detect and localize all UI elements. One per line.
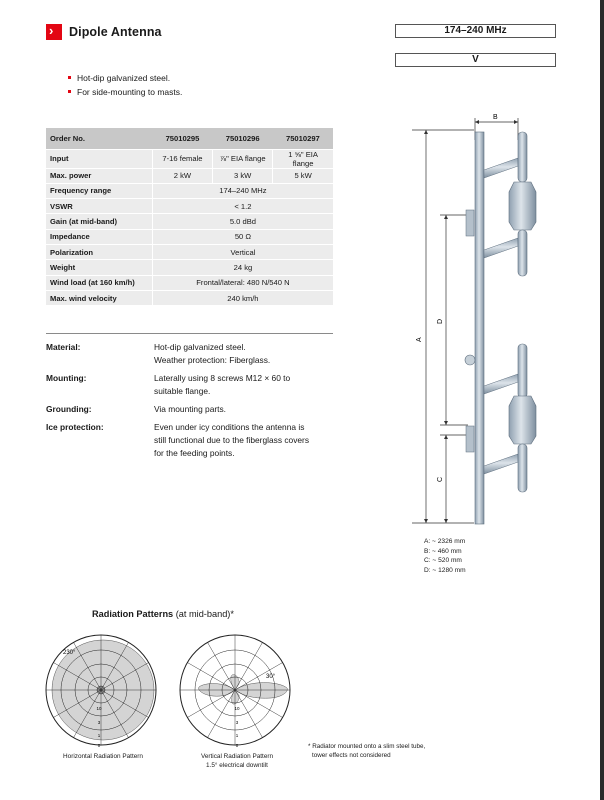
dim-label-a: A bbox=[416, 337, 423, 342]
vertical-caption-line: 1.5° electrical downtilt bbox=[206, 762, 268, 769]
property-line: still functional due to the fiberglass covers bbox=[154, 435, 310, 445]
row-label: Max. wind velocity bbox=[46, 290, 152, 305]
h-scale-10: 10 bbox=[96, 706, 102, 711]
mount-bolt bbox=[465, 355, 475, 365]
v-scale-0: 0 bbox=[235, 743, 239, 748]
cell-value: 7-16 female bbox=[152, 149, 212, 168]
property-line: suitable flange. bbox=[154, 386, 211, 396]
h-scale-3: 3 bbox=[97, 720, 101, 725]
dim-label-d: D bbox=[437, 318, 444, 324]
cell-value: Vertical bbox=[152, 244, 333, 259]
cell-value: 174–240 MHz bbox=[152, 183, 333, 198]
feature-item: For side-mounting to masts. bbox=[68, 85, 182, 99]
row-label: VSWR bbox=[46, 199, 152, 214]
mast-tube bbox=[475, 132, 484, 524]
radiation-title-rest: (at mid-band)* bbox=[173, 609, 234, 619]
cell-value: 2 kW bbox=[152, 168, 212, 183]
order-no-header: Order No. bbox=[46, 128, 152, 149]
cell-value: ⅞" EIA flange bbox=[213, 149, 273, 168]
dim-label-c: C bbox=[437, 476, 444, 482]
h-scale-1: 1 bbox=[97, 733, 101, 738]
v-angle-label: 30° bbox=[266, 674, 276, 680]
divider bbox=[46, 333, 333, 334]
cell-value: 24 kg bbox=[152, 260, 333, 275]
order-number: 75010295 bbox=[152, 128, 212, 149]
vertical-pattern bbox=[180, 635, 290, 748]
radiation-title-bold: Radiation Patterns bbox=[92, 609, 174, 619]
footnote bbox=[308, 743, 448, 760]
footnote-line: * Radiator mounted onto a slim steel tube, bbox=[308, 743, 426, 750]
property-line: for the feeding points. bbox=[154, 448, 235, 458]
table-row bbox=[46, 290, 333, 305]
cell-value: 5.0 dBd bbox=[152, 214, 333, 229]
page-edge bbox=[600, 0, 604, 800]
table-row bbox=[46, 244, 333, 259]
row-label: Input bbox=[46, 149, 152, 168]
property-line: Via mounting parts. bbox=[154, 404, 227, 414]
v-scale-3: 3 bbox=[235, 720, 239, 725]
property-value bbox=[154, 421, 354, 460]
row-label: Polarization bbox=[46, 244, 152, 259]
property-line: Even under icy conditions the antenna is bbox=[154, 422, 305, 432]
spec-table bbox=[46, 128, 333, 306]
v-scale-1: 1 bbox=[235, 733, 239, 738]
feature-item: Hot-dip galvanized steel. bbox=[68, 71, 182, 85]
chevron-right-icon: › bbox=[46, 24, 62, 40]
cell-value: 5 kW bbox=[273, 168, 333, 183]
property-line: Hot-dip galvanized steel. bbox=[154, 342, 246, 352]
table-row bbox=[46, 168, 333, 183]
lower-dipole bbox=[484, 344, 536, 492]
table-row bbox=[46, 214, 333, 229]
table-row bbox=[46, 275, 333, 290]
vertical-caption bbox=[180, 752, 294, 770]
vertical-caption-line: Vertical Radiation Pattern bbox=[200, 753, 274, 760]
frequency-badge: 174–240 MHz bbox=[395, 24, 556, 38]
cell-value: 50 Ω bbox=[152, 229, 333, 244]
row-label: Weight bbox=[46, 260, 152, 275]
cell-value: Frontal/lateral: 480 N/540 N bbox=[152, 275, 333, 290]
upper-flange bbox=[466, 210, 474, 236]
cell-value: < 1.2 bbox=[152, 199, 333, 214]
h-angle-label: 230° bbox=[63, 650, 76, 656]
row-label: Wind load (at 160 km/h) bbox=[46, 275, 152, 290]
horizontal-caption: Horizontal Radiation Pattern bbox=[63, 753, 143, 760]
page-title: Dipole Antenna bbox=[69, 25, 162, 39]
spec-table-header bbox=[46, 128, 333, 149]
horizontal-pattern bbox=[46, 635, 156, 748]
dimension-d: D: ~ 1280 mm bbox=[424, 566, 466, 574]
row-label: Frequency range bbox=[46, 183, 152, 198]
property-key: Mounting: bbox=[46, 373, 87, 383]
property-key: Grounding: bbox=[46, 404, 92, 414]
property-line: Laterally using 8 screws M12 × 60 to bbox=[154, 373, 291, 383]
footnote-line: tower effects not considered bbox=[312, 751, 391, 759]
title-row bbox=[46, 24, 162, 40]
radiation-title bbox=[92, 609, 234, 619]
table-row bbox=[46, 260, 333, 275]
property-value bbox=[154, 403, 354, 416]
h-scale-0: 0 bbox=[97, 743, 101, 748]
table-row bbox=[46, 183, 333, 198]
cell-value: 3 kW bbox=[213, 168, 273, 183]
feature-list bbox=[68, 71, 182, 99]
property-key: Ice protection: bbox=[46, 422, 104, 432]
dim-label-b: B bbox=[493, 114, 498, 121]
order-number: 75010297 bbox=[273, 128, 333, 149]
cell-value: 1 ⅝" EIA flange bbox=[273, 149, 333, 168]
antenna-drawing bbox=[396, 110, 556, 530]
polarization-badge: V bbox=[395, 53, 556, 67]
row-label: Impedance bbox=[46, 229, 152, 244]
row-label: Gain (at mid-band) bbox=[46, 214, 152, 229]
table-row bbox=[46, 229, 333, 244]
table-row bbox=[46, 149, 333, 168]
upper-dipole bbox=[484, 132, 536, 276]
property-key: Material: bbox=[46, 342, 81, 352]
dimension-a: A: ~ 2326 mm bbox=[424, 538, 466, 545]
v-scale-10: 10 bbox=[234, 706, 240, 711]
lower-flange bbox=[466, 426, 474, 452]
dimension-list bbox=[424, 537, 466, 575]
order-number: 75010296 bbox=[213, 128, 273, 149]
property-value bbox=[154, 341, 354, 367]
dimension-b: B: ~ 460 mm bbox=[424, 547, 462, 555]
dimension-c: C: ~ 520 mm bbox=[424, 557, 462, 565]
property-value bbox=[154, 372, 354, 398]
cell-value: 240 km/h bbox=[152, 290, 333, 305]
table-row bbox=[46, 199, 333, 214]
property-line: Weather protection: Fiberglass. bbox=[154, 355, 271, 365]
row-label: Max. power bbox=[46, 168, 152, 183]
radiation-patterns bbox=[40, 632, 300, 752]
